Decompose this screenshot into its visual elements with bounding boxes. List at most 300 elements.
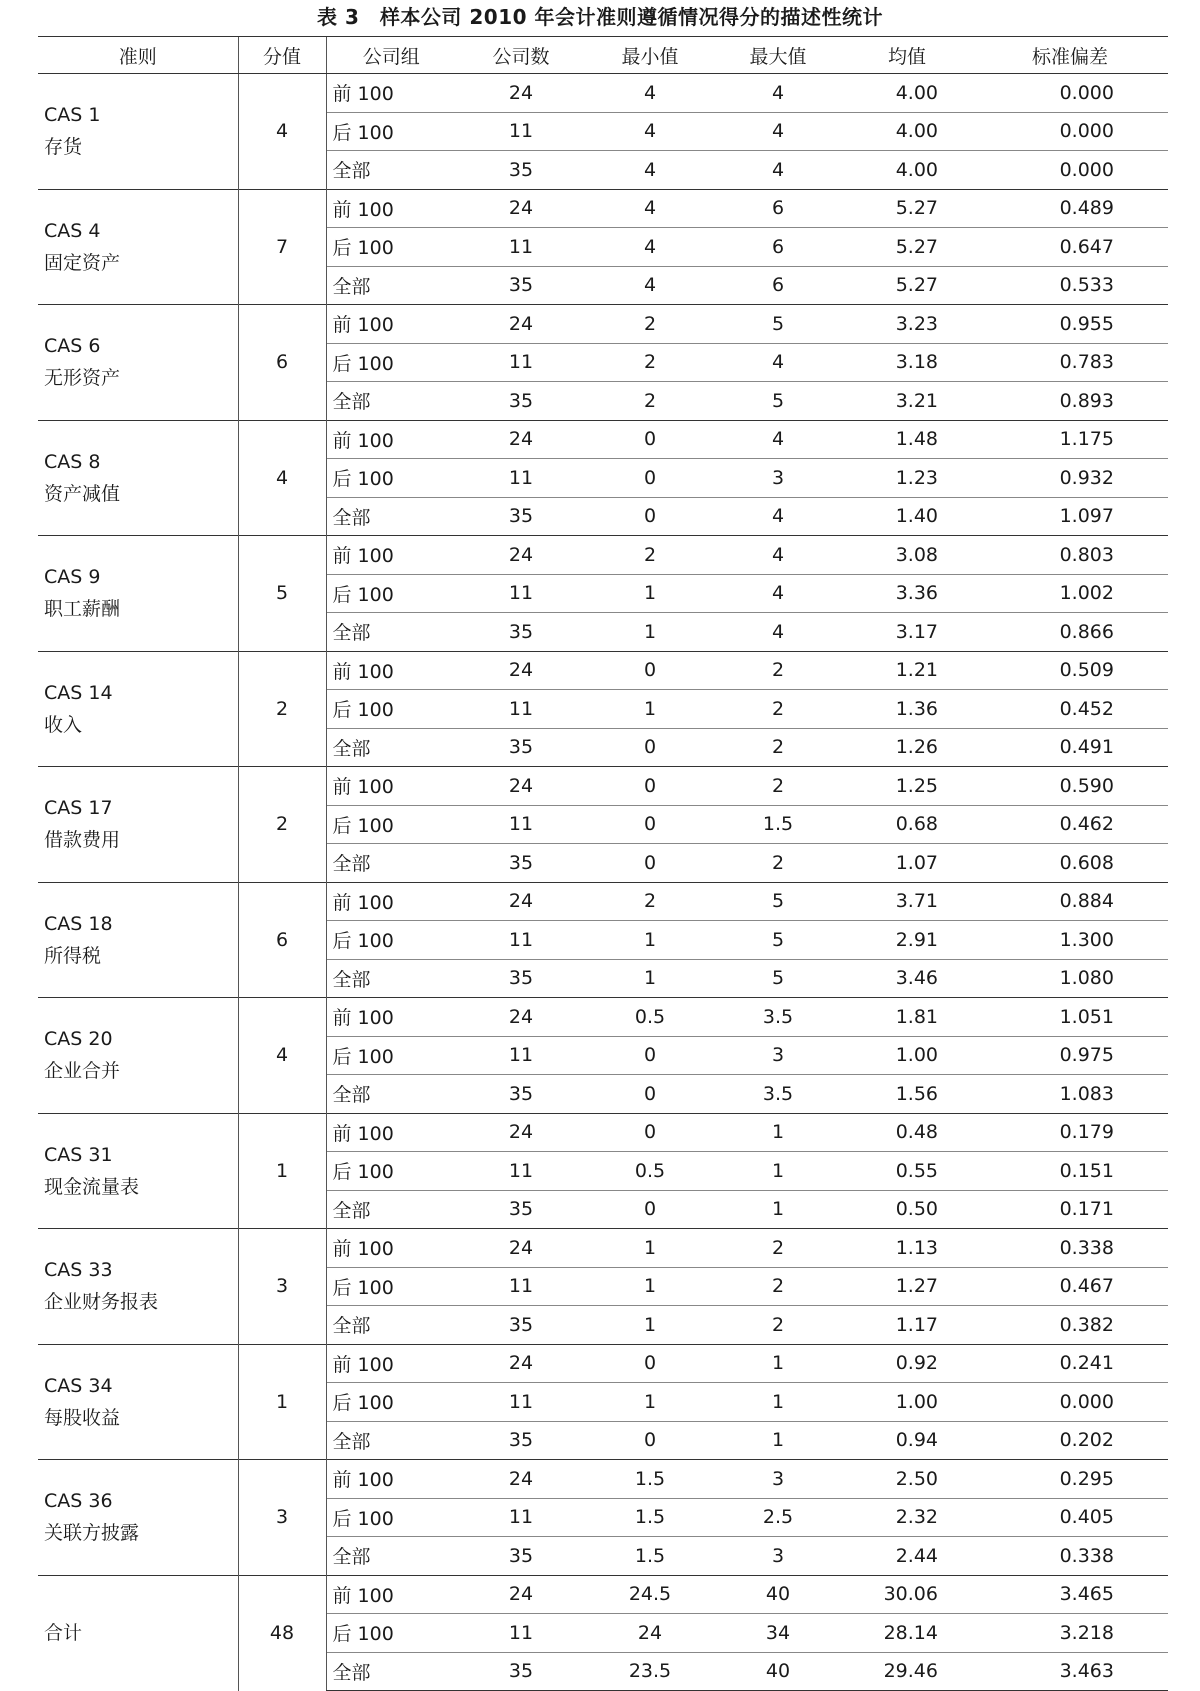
max-cell: 4 — [714, 497, 842, 536]
standard-code: CAS 20 — [44, 1028, 113, 1051]
mean-cell: 5.27 — [842, 266, 972, 305]
standard-code: CAS 14 — [44, 681, 113, 704]
mean-cell: 28.14 — [842, 1614, 972, 1653]
sd-cell: 0.241 — [972, 1344, 1168, 1383]
sd-cell: 0.462 — [972, 805, 1168, 844]
min-cell: 0 — [586, 651, 714, 690]
count-cell: 24 — [456, 1575, 586, 1614]
mean-cell: 1.23 — [842, 459, 972, 498]
header-max: 最大值 — [714, 37, 842, 74]
mean-cell: 2.91 — [842, 921, 972, 960]
min-cell: 1 — [586, 574, 714, 613]
min-cell: 2 — [586, 343, 714, 382]
group-cell: 前 100 — [326, 189, 456, 228]
sd-cell: 0.533 — [972, 266, 1168, 305]
group-cell: 前 100 — [326, 767, 456, 806]
group-cell: 前 100 — [326, 1113, 456, 1152]
sd-cell: 0.893 — [972, 382, 1168, 421]
standard-name: 现金流量表 — [44, 1175, 140, 1198]
max-cell: 2 — [714, 1306, 842, 1345]
max-cell: 1 — [714, 1344, 842, 1383]
max-cell: 3 — [714, 1036, 842, 1075]
max-cell: 4 — [714, 74, 842, 113]
count-cell: 35 — [456, 1421, 586, 1460]
count-cell: 24 — [456, 882, 586, 921]
standard-cell — [38, 536, 238, 652]
max-cell: 5 — [714, 382, 842, 421]
sd-cell: 0.452 — [972, 690, 1168, 729]
table-row — [38, 998, 1168, 1037]
group-cell: 前 100 — [326, 1344, 456, 1383]
max-cell: 2 — [714, 767, 842, 806]
count-cell: 11 — [456, 459, 586, 498]
min-cell: 1 — [586, 613, 714, 652]
min-cell: 4 — [586, 266, 714, 305]
sd-cell: 0.000 — [972, 1383, 1168, 1422]
count-cell: 24 — [456, 651, 586, 690]
max-cell: 3.5 — [714, 998, 842, 1037]
max-cell: 6 — [714, 266, 842, 305]
score-cell: 1 — [238, 1113, 326, 1229]
count-cell: 11 — [456, 1383, 586, 1422]
mean-cell: 1.56 — [842, 1075, 972, 1114]
max-cell: 1 — [714, 1152, 842, 1191]
group-cell: 全部 — [326, 1190, 456, 1229]
group-cell: 全部 — [326, 1306, 456, 1345]
min-cell: 0 — [586, 1113, 714, 1152]
count-cell: 11 — [456, 1267, 586, 1306]
max-cell: 3 — [714, 1537, 842, 1576]
min-cell: 4 — [586, 151, 714, 190]
group-cell: 后 100 — [326, 1498, 456, 1537]
min-cell: 24 — [586, 1614, 714, 1653]
sd-cell: 0.932 — [972, 459, 1168, 498]
header-sd: 标准偏差 — [972, 37, 1168, 74]
mean-cell: 3.23 — [842, 305, 972, 344]
sd-cell: 0.179 — [972, 1113, 1168, 1152]
mean-cell: 3.46 — [842, 959, 972, 998]
standard-code: CAS 6 — [44, 335, 101, 358]
standard-name: 无形资产 — [44, 367, 121, 390]
count-cell: 35 — [456, 266, 586, 305]
standard-name: 企业财务报表 — [44, 1291, 159, 1314]
mean-cell: 30.06 — [842, 1575, 972, 1614]
mean-cell: 1.17 — [842, 1306, 972, 1345]
group-cell: 后 100 — [326, 921, 456, 960]
mean-cell: 0.92 — [842, 1344, 972, 1383]
mean-cell: 1.25 — [842, 767, 972, 806]
max-cell: 2 — [714, 844, 842, 883]
min-cell: 0 — [586, 844, 714, 883]
max-cell: 5 — [714, 882, 842, 921]
min-cell: 2 — [586, 882, 714, 921]
min-cell: 1 — [586, 1383, 714, 1422]
max-cell: 3.5 — [714, 1075, 842, 1114]
min-cell: 0 — [586, 767, 714, 806]
score-cell: 5 — [238, 536, 326, 652]
count-cell: 11 — [456, 574, 586, 613]
standard-name: 收入 — [44, 713, 83, 736]
min-cell: 0 — [586, 728, 714, 767]
standard-cell — [38, 998, 238, 1114]
mean-cell: 29.46 — [842, 1652, 972, 1691]
standard-name: 关联方披露 — [44, 1522, 140, 1545]
group-cell: 全部 — [326, 1075, 456, 1114]
max-cell: 4 — [714, 112, 842, 151]
min-cell: 0 — [586, 497, 714, 536]
group-cell: 全部 — [326, 844, 456, 883]
score-cell: 6 — [238, 882, 326, 998]
header-count: 公司数 — [456, 37, 586, 74]
mean-cell: 3.18 — [842, 343, 972, 382]
standard-name: 所得税 — [44, 944, 102, 967]
mean-cell: 3.21 — [842, 382, 972, 421]
table-row — [38, 1113, 1168, 1152]
table-row — [38, 651, 1168, 690]
max-cell: 4 — [714, 151, 842, 190]
sd-cell: 1.083 — [972, 1075, 1168, 1114]
mean-cell: 4.00 — [842, 74, 972, 113]
min-cell: 23.5 — [586, 1652, 714, 1691]
sd-cell: 0.405 — [972, 1498, 1168, 1537]
table-row — [38, 536, 1168, 575]
group-cell: 全部 — [326, 1652, 456, 1691]
group-cell: 前 100 — [326, 305, 456, 344]
max-cell: 4 — [714, 343, 842, 382]
table-row — [38, 420, 1168, 459]
standard-name: 借款费用 — [44, 829, 121, 852]
score-cell: 4 — [238, 998, 326, 1114]
min-cell: 1.5 — [586, 1537, 714, 1576]
sd-cell: 0.491 — [972, 728, 1168, 767]
group-cell: 全部 — [326, 497, 456, 536]
sd-cell: 0.338 — [972, 1537, 1168, 1576]
mean-cell: 1.48 — [842, 420, 972, 459]
group-cell: 后 100 — [326, 112, 456, 151]
score-cell: 7 — [238, 189, 326, 305]
standard-cell — [38, 1575, 238, 1691]
group-cell: 全部 — [326, 728, 456, 767]
sd-cell: 0.295 — [972, 1460, 1168, 1499]
sd-cell: 1.300 — [972, 921, 1168, 960]
score-cell: 48 — [238, 1575, 326, 1691]
min-cell: 24.5 — [586, 1575, 714, 1614]
score-cell: 1 — [238, 1344, 326, 1460]
mean-cell: 1.40 — [842, 497, 972, 536]
group-cell: 后 100 — [326, 1383, 456, 1422]
min-cell: 1 — [586, 1267, 714, 1306]
table-row — [38, 305, 1168, 344]
group-cell: 全部 — [326, 1421, 456, 1460]
mean-cell: 5.27 — [842, 189, 972, 228]
mean-cell: 3.71 — [842, 882, 972, 921]
standard-code: CAS 31 — [44, 1143, 113, 1166]
mean-cell: 1.26 — [842, 728, 972, 767]
table-row — [38, 1344, 1168, 1383]
min-cell: 0 — [586, 459, 714, 498]
standard-code: CAS 1 — [44, 104, 101, 127]
group-cell: 前 100 — [326, 1460, 456, 1499]
sd-cell: 0.202 — [972, 1421, 1168, 1460]
group-cell: 全部 — [326, 266, 456, 305]
min-cell: 0 — [586, 1421, 714, 1460]
group-cell: 前 100 — [326, 1575, 456, 1614]
group-cell: 后 100 — [326, 1267, 456, 1306]
max-cell: 1.5 — [714, 805, 842, 844]
min-cell: 1 — [586, 690, 714, 729]
group-cell: 前 100 — [326, 651, 456, 690]
mean-cell: 1.00 — [842, 1036, 972, 1075]
mean-cell: 3.08 — [842, 536, 972, 575]
table-body — [38, 74, 1168, 1691]
max-cell: 1 — [714, 1190, 842, 1229]
count-cell: 11 — [456, 690, 586, 729]
sd-cell: 1.002 — [972, 574, 1168, 613]
group-cell: 后 100 — [326, 343, 456, 382]
sd-cell: 0.955 — [972, 305, 1168, 344]
sd-cell: 0.803 — [972, 536, 1168, 575]
score-cell: 2 — [238, 651, 326, 767]
count-cell: 11 — [456, 921, 586, 960]
standard-code: CAS 36 — [44, 1490, 113, 1513]
max-cell: 2 — [714, 1267, 842, 1306]
max-cell: 6 — [714, 189, 842, 228]
count-cell: 35 — [456, 1652, 586, 1691]
mean-cell: 0.68 — [842, 805, 972, 844]
group-cell: 后 100 — [326, 805, 456, 844]
max-cell: 6 — [714, 228, 842, 267]
table-row — [38, 1460, 1168, 1499]
count-cell: 11 — [456, 1498, 586, 1537]
sd-cell: 0.608 — [972, 844, 1168, 883]
score-cell: 4 — [238, 74, 326, 190]
sd-cell: 1.051 — [972, 998, 1168, 1037]
count-cell: 35 — [456, 1075, 586, 1114]
group-cell: 全部 — [326, 613, 456, 652]
count-cell: 24 — [456, 1229, 586, 1268]
score-cell: 6 — [238, 305, 326, 421]
min-cell: 1 — [586, 1229, 714, 1268]
min-cell: 1 — [586, 921, 714, 960]
mean-cell: 0.55 — [842, 1152, 972, 1191]
standard-code: CAS 34 — [44, 1374, 113, 1397]
mean-cell: 1.00 — [842, 1383, 972, 1422]
table-caption: 表 3 样本公司 2010 年会计准则遵循情况得分的描述性统计 — [317, 5, 883, 29]
count-cell: 24 — [456, 189, 586, 228]
standard-cell — [38, 1113, 238, 1229]
sd-cell: 0.382 — [972, 1306, 1168, 1345]
max-cell: 34 — [714, 1614, 842, 1653]
max-cell: 2 — [714, 651, 842, 690]
table-row — [38, 1575, 1168, 1614]
min-cell: 0 — [586, 1036, 714, 1075]
standard-cell — [38, 1229, 238, 1345]
standard-cell — [38, 189, 238, 305]
max-cell: 4 — [714, 420, 842, 459]
count-cell: 11 — [456, 1036, 586, 1075]
standard-name: 职工薪酬 — [44, 598, 121, 621]
table-row — [38, 74, 1168, 113]
group-cell: 后 100 — [326, 690, 456, 729]
sd-cell: 0.783 — [972, 343, 1168, 382]
min-cell: 4 — [586, 228, 714, 267]
group-cell: 全部 — [326, 1537, 456, 1576]
group-cell: 全部 — [326, 382, 456, 421]
max-cell: 3 — [714, 1460, 842, 1499]
group-cell: 后 100 — [326, 1614, 456, 1653]
count-cell: 35 — [456, 728, 586, 767]
max-cell: 5 — [714, 959, 842, 998]
sd-cell: 3.465 — [972, 1575, 1168, 1614]
sd-cell: 1.097 — [972, 497, 1168, 536]
header-group: 公司组 — [326, 37, 456, 74]
max-cell: 2 — [714, 728, 842, 767]
standard-name: 存货 — [44, 136, 83, 159]
score-cell: 2 — [238, 767, 326, 883]
min-cell: 0 — [586, 805, 714, 844]
mean-cell: 0.50 — [842, 1190, 972, 1229]
sd-cell: 3.218 — [972, 1614, 1168, 1653]
count-cell: 11 — [456, 1614, 586, 1653]
standard-code: CAS 4 — [44, 219, 101, 242]
min-cell: 0 — [586, 1344, 714, 1383]
group-cell: 后 100 — [326, 1152, 456, 1191]
group-cell: 前 100 — [326, 1229, 456, 1268]
count-cell: 35 — [456, 613, 586, 652]
score-cell: 3 — [238, 1460, 326, 1576]
sd-cell: 0.000 — [972, 112, 1168, 151]
count-cell: 35 — [456, 151, 586, 190]
standard-code: CAS 18 — [44, 912, 113, 935]
min-cell: 0 — [586, 420, 714, 459]
standard-name: 固定资产 — [44, 251, 121, 274]
max-cell: 5 — [714, 921, 842, 960]
max-cell: 2 — [714, 1229, 842, 1268]
count-cell: 24 — [456, 998, 586, 1037]
sd-cell: 0.151 — [972, 1152, 1168, 1191]
standard-cell — [38, 1460, 238, 1576]
score-cell: 4 — [238, 420, 326, 536]
group-cell: 全部 — [326, 959, 456, 998]
group-cell: 前 100 — [326, 420, 456, 459]
sd-cell: 3.463 — [972, 1652, 1168, 1691]
sd-cell: 0.975 — [972, 1036, 1168, 1075]
group-cell: 前 100 — [326, 998, 456, 1037]
min-cell: 0.5 — [586, 1152, 714, 1191]
count-cell: 24 — [456, 536, 586, 575]
min-cell: 2 — [586, 536, 714, 575]
group-cell: 前 100 — [326, 882, 456, 921]
mean-cell: 3.36 — [842, 574, 972, 613]
group-cell: 后 100 — [326, 228, 456, 267]
min-cell: 2 — [586, 305, 714, 344]
max-cell: 4 — [714, 536, 842, 575]
table-row — [38, 882, 1168, 921]
min-cell: 0 — [586, 1190, 714, 1229]
min-cell: 2 — [586, 382, 714, 421]
min-cell: 1.5 — [586, 1460, 714, 1499]
standard-cell — [38, 767, 238, 883]
max-cell: 3 — [714, 459, 842, 498]
max-cell: 1 — [714, 1421, 842, 1460]
min-cell: 4 — [586, 189, 714, 228]
mean-cell: 1.13 — [842, 1229, 972, 1268]
mean-cell: 2.50 — [842, 1460, 972, 1499]
table-row — [38, 1229, 1168, 1268]
min-cell: 1 — [586, 1306, 714, 1345]
sd-cell: 1.175 — [972, 420, 1168, 459]
mean-cell: 2.32 — [842, 1498, 972, 1537]
standard-name: 企业合并 — [44, 1060, 121, 1083]
mean-cell: 5.27 — [842, 228, 972, 267]
header-mean: 均值 — [842, 37, 972, 74]
max-cell: 2.5 — [714, 1498, 842, 1537]
count-cell: 24 — [456, 1460, 586, 1499]
standard-cell — [38, 1344, 238, 1460]
count-cell: 24 — [456, 74, 586, 113]
group-cell: 后 100 — [326, 1036, 456, 1075]
standard-code: CAS 8 — [44, 450, 101, 473]
standard-name: 资产减值 — [44, 482, 121, 505]
count-cell: 24 — [456, 1113, 586, 1152]
header-row — [38, 37, 1168, 74]
header-score: 分值 — [238, 37, 326, 74]
count-cell: 11 — [456, 228, 586, 267]
mean-cell: 3.17 — [842, 613, 972, 652]
min-cell: 4 — [586, 74, 714, 113]
sd-cell: 0.509 — [972, 651, 1168, 690]
count-cell: 11 — [456, 1152, 586, 1191]
sd-cell: 0.338 — [972, 1229, 1168, 1268]
header-standard: 准则 — [38, 37, 238, 74]
sd-cell: 0.884 — [972, 882, 1168, 921]
standard-name: 合计 — [44, 1622, 83, 1644]
group-cell: 全部 — [326, 151, 456, 190]
min-cell: 4 — [586, 112, 714, 151]
sd-cell: 0.000 — [972, 74, 1168, 113]
count-cell: 35 — [456, 1190, 586, 1229]
count-cell: 35 — [456, 497, 586, 536]
max-cell: 2 — [714, 690, 842, 729]
header-min: 最小值 — [586, 37, 714, 74]
min-cell: 1.5 — [586, 1498, 714, 1537]
max-cell: 40 — [714, 1575, 842, 1614]
mean-cell: 1.36 — [842, 690, 972, 729]
sd-cell: 0.866 — [972, 613, 1168, 652]
mean-cell: 0.94 — [842, 1421, 972, 1460]
count-cell: 35 — [456, 1306, 586, 1345]
max-cell: 4 — [714, 574, 842, 613]
sd-cell: 1.080 — [972, 959, 1168, 998]
count-cell: 35 — [456, 844, 586, 883]
count-cell: 35 — [456, 382, 586, 421]
standard-cell — [38, 651, 238, 767]
sd-cell: 0.171 — [972, 1190, 1168, 1229]
mean-cell: 1.21 — [842, 651, 972, 690]
stats-table — [38, 36, 1168, 1691]
count-cell: 11 — [456, 805, 586, 844]
mean-cell: 4.00 — [842, 151, 972, 190]
standard-name: 每股收益 — [44, 1406, 121, 1429]
max-cell: 1 — [714, 1113, 842, 1152]
standard-cell — [38, 882, 238, 998]
max-cell: 1 — [714, 1383, 842, 1422]
sd-cell: 0.590 — [972, 767, 1168, 806]
table-row — [38, 189, 1168, 228]
mean-cell: 1.81 — [842, 998, 972, 1037]
sd-cell: 0.000 — [972, 151, 1168, 190]
count-cell: 24 — [456, 767, 586, 806]
